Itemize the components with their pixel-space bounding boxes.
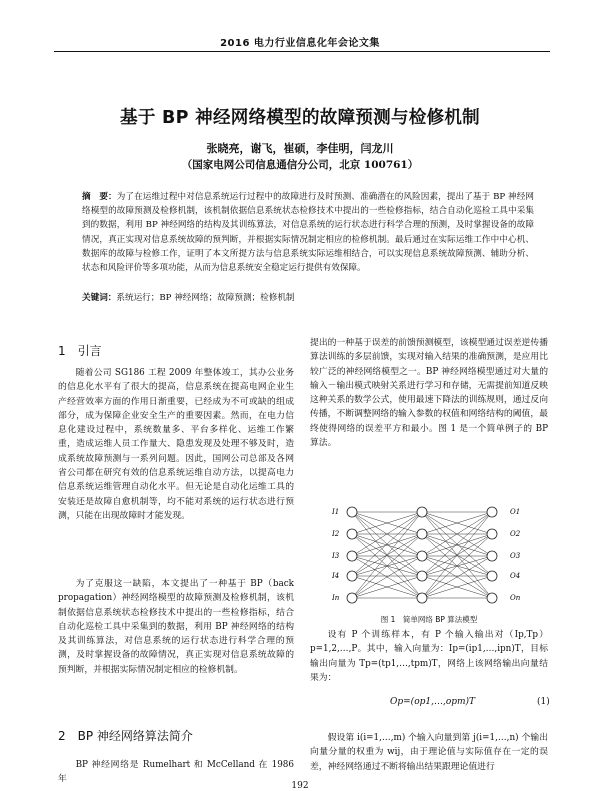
- section-1-heading: 1 引言: [58, 344, 102, 358]
- output-label: O4: [510, 572, 521, 580]
- affiliation: （国家电网公司信息通信分公司，北京 100761）: [181, 159, 419, 171]
- paragraph: 假设第 i(i=1,…,m) 个输入向量到第 j(i=1,…,n) 个输出向量分量的权重为 wij，由于理论值与实际值存在一定的误差，神经网络通过不断将输出结果跟理论值进行: [310, 733, 548, 772]
- output-label: O1: [510, 508, 521, 516]
- hidden-node: [417, 593, 427, 603]
- keywords-text: 系统运行；BP 神经网络；故障预测；检修机制: [116, 293, 295, 303]
- equation-number: (1): [537, 697, 550, 707]
- output-node: [487, 551, 497, 561]
- header-rule: [54, 51, 550, 52]
- input-label: I3: [332, 552, 340, 560]
- section-1-paragraph-2: [58, 577, 294, 677]
- input-node: [347, 529, 357, 539]
- output-node: [487, 507, 497, 517]
- input-node: [347, 507, 357, 517]
- right-column-paragraph-1: [310, 336, 548, 450]
- figure-caption: 图 1 简单网络 BP 算法模型: [380, 615, 478, 624]
- output-node: [487, 529, 497, 539]
- input-node: [347, 593, 357, 603]
- input-label: I2: [332, 530, 340, 538]
- output-label: On: [510, 594, 521, 602]
- paragraph: BP 神经网络是 Rumelhart 和 McCelland 在 1986 年: [58, 760, 294, 785]
- right-column-paragraph-2: [310, 628, 548, 685]
- section-1-paragraph-1: [58, 366, 294, 523]
- paragraph: 为了克服这一缺陷，本文提出了一种基于 BP（back propagation）神经网络模型的故障预测及检修机制，该机制依据信息系统状态检修技术中提出的一些检修指标，结合自动化巡检工具中采集到的数据，利用 BP 神经网络的结构及其训练算法，对信息系统的运行状态进行科学合理的预测，及时掌握设备的故障情况，真正实现对信息系统故障的预判断，并根据实际情况制定相应的检修机制。: [58, 579, 294, 675]
- section-2-heading: 2 BP 神经网络算法简介: [58, 729, 193, 743]
- input-label: I1: [332, 508, 340, 516]
- input-label: I4: [332, 572, 340, 580]
- paragraph: 提出的一种基于误差的前馈预测模型，该模型通过误差逆传播算法训练的多层前馈，实现对输入结果的准确预测，是应用比较广泛的神经网络模型之一。BP 神经网络模型通过对大量的输入－输出模式映射关系进行学习和存储，无需提前知道反映这种关系的数学公式，使用最速下降法的训练规则，通过反向传播，不断调整网络的输入参数的权值和网络结构的阈值，最终使得网络的误差平方和最小。图 1 是一个简单例子的 BP 算法。: [310, 338, 548, 449]
- output-node: [487, 593, 497, 603]
- bp-network-figure: [330, 500, 530, 608]
- keywords-label: 关键词：: [82, 293, 117, 303]
- hidden-node: [417, 507, 427, 517]
- running-header: 2016 电力行业信息化年会论文集: [220, 38, 380, 49]
- abstract-text: 为了在运维过程中对信息系统运行过程中的故障进行及时预测、准确潜在的风险因素，提出了基于 BP 神经网络模型的故障预测及检修机制，该机制依据信息系统状态检修技术中提出的一些检修指标，结合自动化巡检工具中采集到的数据，利用 BP 神经网络的结构及其训练算法，对信息系统的运行状态进行科学合理的预测，及时掌握设备的故障情况，真正实现对信息系统故障的预判断，并根据实际情况制定相应的检修机制。最后通过在实际运维工作中中心机、数据库的故障与检修工作，证明了本文所提方法与信息系统实际运维相结合，可以实现信息系统故障预测、辅助分析、状态和风险评价等多项功能，从而为信息系统安全稳定运行提供有效保障。: [82, 192, 534, 274]
- paper-title: 基于 BP 神经网络模型的故障预测与检修机制: [120, 108, 480, 128]
- equation-1: Op=(op1,…,opm)T: [390, 697, 476, 707]
- authors: 张晓亮，谢飞，崔硕，李佳明，闫龙川: [206, 142, 394, 155]
- hidden-node: [417, 551, 427, 561]
- input-label: In: [332, 594, 340, 602]
- paragraph: 随着公司 SG186 工程 2009 年整体竣工，其办公业务的信息化水平有了很大的提高，信息系统在提高电网企业生产经营效率方面的作用日渐重要，已经成为不可或缺的组成部分，成为保障企业安全生产的重要因素。然而，在电力信息化建设过程中，系统数量多、平台多样化、运维工作繁重，造成运维人员工作量大、隐患发现及处理不够及时，造成系统故障预测与一系列问题。因此，国网公司总部及各网省公司都在研究有效的信息系统运维自动方法，以提高电力信息系统运维管理自动化水平。但无论是自动化运维工具的安装还是故障自愈机制等，均不能对系统的运行状态进行预测，只能在出现故障时才能发现。: [58, 368, 294, 521]
- output-label: O2: [510, 530, 521, 538]
- output-label: O3: [510, 552, 521, 560]
- abstract-label: 摘 要：: [82, 192, 117, 202]
- abstract: [82, 190, 534, 275]
- page-number: 192: [291, 781, 309, 791]
- network-nodes: [347, 507, 497, 603]
- keywords: [82, 291, 534, 303]
- hidden-node: [417, 529, 427, 539]
- output-node: [487, 571, 497, 581]
- right-column-paragraph-3: [310, 731, 548, 774]
- input-node: [347, 551, 357, 561]
- paragraph: 设有 P 个训练样本，有 P 个输入输出对（Ip,Tp）p=1,2,…,P。其中，输入向量为：Ip=(ip1,…,ipn)T，目标输出向量为 Tp=(tp1,…,tpm)T，网络上该网络输出向量结果为：: [310, 630, 548, 683]
- input-node: [347, 571, 357, 581]
- hidden-node: [417, 571, 427, 581]
